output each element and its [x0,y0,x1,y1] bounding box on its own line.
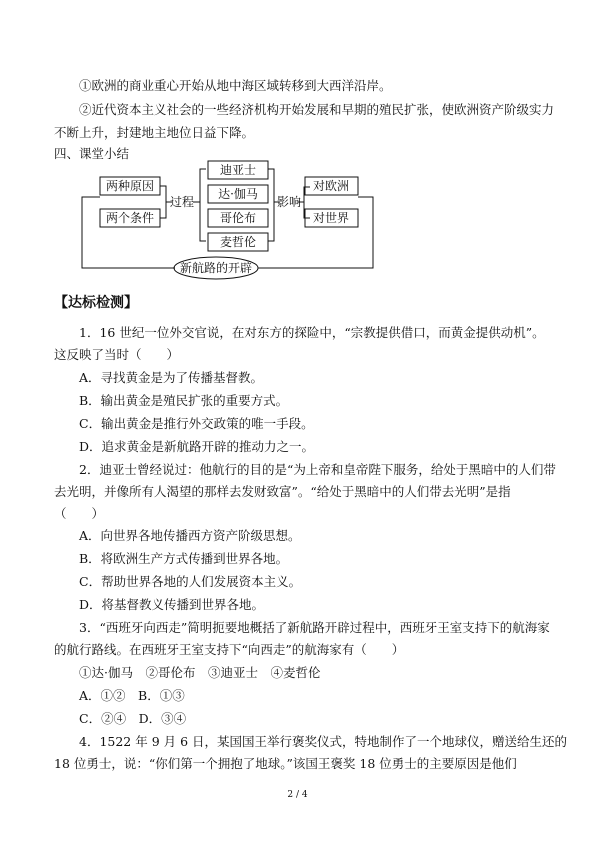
summary-diagram [0,0,595,300]
q3-stem-line-1: 3．“西班牙向西走”简明扼要地概括了新航路开辟过程中，西班牙王室支持下的航海家 [79,620,550,635]
test-heading: 【达标检测】 [54,295,138,311]
diagram-navigator-3: 哥伦布 [219,211,257,225]
q1-option-a: A．寻找黄金是为了传播基督教。 [79,370,264,385]
q3-options-ab: A．①② B．①③ [79,688,185,703]
paragraph-2-line-1: ②近代资本主义社会的一些经济机构开始发展和早期的殖民扩张，使欧洲资产阶级实力 [79,102,555,117]
diagram-cause-2: 两个条件 [105,211,155,225]
diagram-navigator-1: 迪亚士 [219,163,257,177]
diagram-bottom-label: 新航路的开辟 [179,261,253,275]
q3-items: ①达·伽马 ②哥伦布 ③迪亚士 ④麦哲伦 [79,665,321,680]
q2-option-b: B．将欧洲生产方式传播到世界各地。 [79,551,289,566]
q4-stem-line-2: 18 位勇士，说：“你们第一个拥抱了地球。”该国王褒奖 18 位勇士的主要原因是他们 [54,756,517,771]
q1-stem-line-2: 这反映了当时（ ） [54,347,180,362]
q3-options-cd: C．②④ D．③④ [79,711,187,726]
q1-option-b: B．输出黄金是殖民扩张的重要方式。 [79,393,289,408]
page-number: 2 / 4 [287,790,308,800]
diagram-navigator-2: 达·伽马 [218,187,258,201]
paragraph-1: ①欧洲的商业重心开始从地中海区域转移到大西洋沿岸。 [79,78,392,93]
q1-stem-line-1: 1．16 世纪一位外交官说，在对东方的探险中，“宗教提供借口，而黄金提供动机”。 [79,325,545,340]
q2-stem-line-3: （ ） [54,506,105,521]
diagram-influence-label: 影响 [276,195,302,209]
q2-option-c: C．帮助世界各地的人们发展资本主义。 [79,574,302,589]
paragraph-2-line-2: 不断上升，封建地主地位日益下降。 [54,125,255,140]
q1-option-d: D．追求黄金是新航路开辟的推动力之一。 [79,439,315,454]
q2-stem-line-1: 2．迪亚士曾经说过：他航行的目的是“为上帝和皇帝陛下服务，给处于黑暗中的人们带 [79,462,556,477]
q3-stem-line-2: 的航行路线。在西班牙王室支持下“向西走”的航海家有（ ） [54,642,405,657]
diagram-cause-1: 两种原因 [105,179,155,193]
q2-option-a: A．向世界各地传播西方资产阶级思想。 [79,528,301,543]
q2-option-d: D．将基督教义传播到世界各地。 [79,597,265,612]
section-heading-summary: 四、课堂小结 [54,146,130,161]
q1-option-c: C．输出黄金是推行外交政策的唯一手段。 [79,416,314,431]
q4-stem-line-1: 4．1522 年 9 月 6 日，某国国王举行褒奖仪式，特地制作了一个地球仪，赠送给生还的 [79,734,568,749]
diagram-navigator-4: 麦哲伦 [219,235,257,249]
diagram-effect-1: 对欧洲 [312,179,350,193]
diagram-effect-2: 对世界 [312,211,350,225]
q2-stem-line-2: 去光明，并像所有人渴望的那样去发财致富”。“给处于黑暗中的人们带去光明”是指 [54,484,511,499]
diagram-outer-loop-right [258,197,373,268]
diagram-process-label: 过程 [169,195,195,209]
diagram-outer-loop-left [82,197,175,268]
